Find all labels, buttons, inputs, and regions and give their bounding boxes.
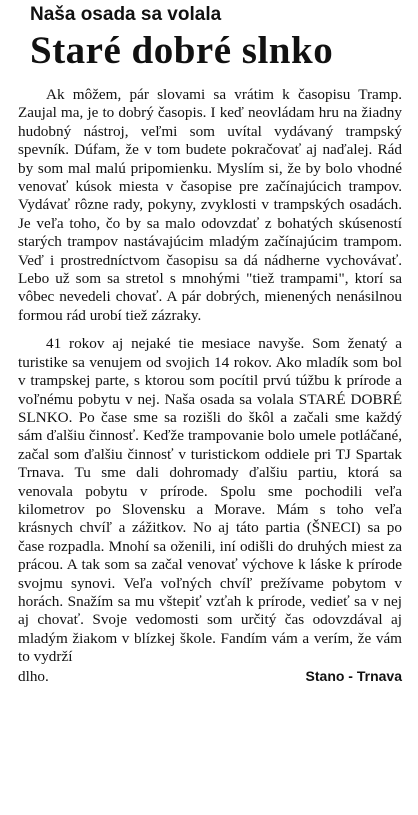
article-body xyxy=(12,86,406,686)
article-paragraph-2-end: dlho. xyxy=(18,667,49,685)
article-title: Staré dobré slnko xyxy=(30,29,334,72)
article-paragraph-2: 41 rokov aj nejaké tie mesiace navyše. Som ženatý a turistike sa venujem od svojich 14 rokov. Ako mladík som bol v trampskej parte, s ktorou som pocítil prvú túžbu k prírode a voľnému pobytu v nej. Naša osada sa volala STARÉ DOBRÉ SLNKO. Po čase sme sa rozišli do škôl a začali sme každý sám ďalšiu činnosť. Keďže trampovanie bolo umele potláčané, začal som ďalšiu činnosť v turistickom oddiele pri TJ Spartak Trnava. Tu sme dali dohromady ďalšiu partiu, ktorá sa venovala pobytu v prírode. Spolu sme pochodili veľa kilometrov po Slovensku a Morave. Mám s toho veľa krásnych chvíľ a zážitkov. No aj táto partia (ŠNECI) sa po čase rozpadla. Mnohí sa oženili, iní odišli do druhých miest za prácou. A tak som sa začal venovať výchove k láske k prírode svojmu synovi. Veľa voľných chvíľ prežívame pobytom v horách. Snažím sa mu vštepiť vzťah k prírode, vedieť sa v nej aj chovať. Svoje vedomosti som určitý čas odovzdával aj mladým žiakom v blízkej škole. Fandím vám a verím, že vám to vydrží xyxy=(18,335,402,666)
article-kicker: Naša osada sa volala xyxy=(30,4,222,25)
author-signature: Stano - Trnava xyxy=(305,667,402,684)
article-last-line xyxy=(18,667,402,686)
article-paragraph-1: Ak môžem, pár slovami sa vrátim k časopisu Tramp. Zaujal ma, je to dobrý časopis. I keď neovládam hru na žiadny hudobný nástroj, veľmi som uvítal vydávaný trampský spevník. Dúfam, že v tom budete pokračovať aj naďalej. Rád by som mal malú pripomienku. Myslím si, že by bolo vhodné venovať kúsok miesta v časopise pre začínajúcich trampov. Vydávať rôzne rady, pokyny, zvyklosti v trampských osadách. Je veľa toho, čo by sa malo odovzdať z bohatých skúseností starých trampov nastávajúcim mladým začínajúcim trampom. Veď i prostredníctvom časopisu sa dá nádherne vychovávať. Lebo už som sa stretol s mnohými "tiež trampami", ktorí sa vôbec nevedeli chovať. A pár dobrých, mienených nenásilnou formou rád urobí tiež zázraky. xyxy=(18,86,402,324)
